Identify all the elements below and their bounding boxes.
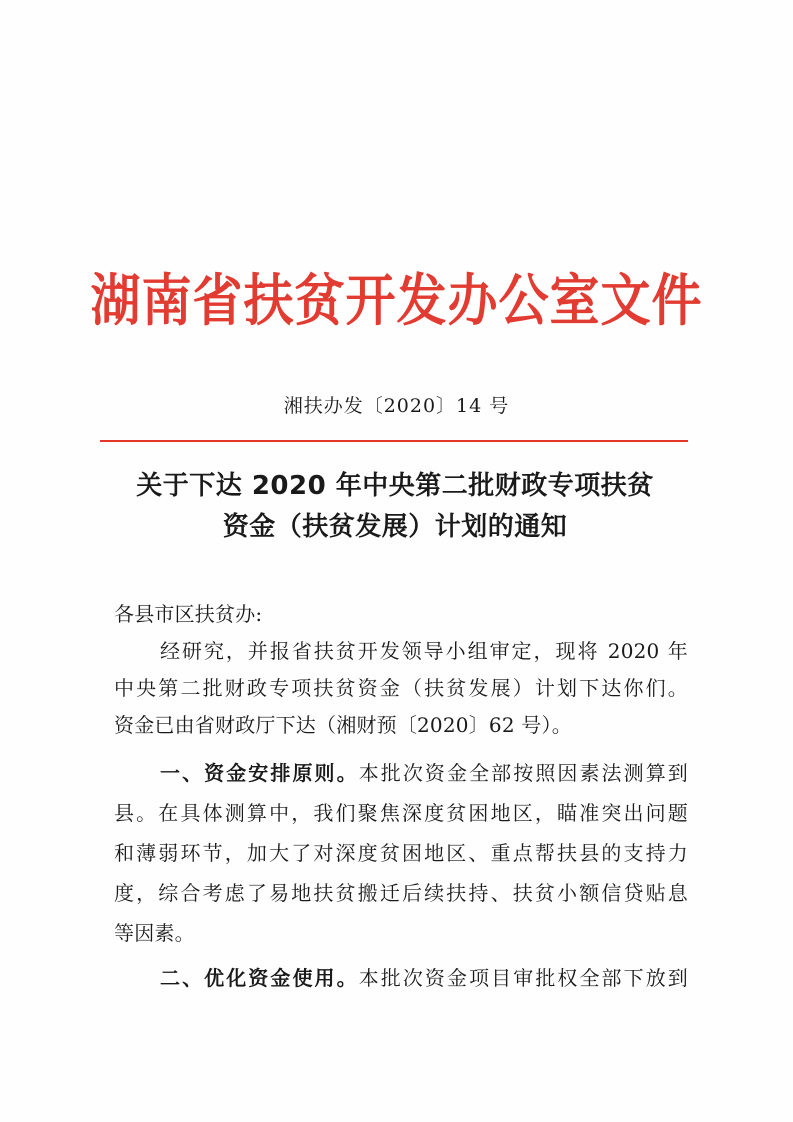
paragraph-2-line-5: 等因素。 (114, 921, 195, 945)
paragraph-1-line-2: 中央第二批财政专项扶贫资金（扶贫发展）计划下达你们。 (114, 676, 688, 700)
paragraph-2-line-3: 和薄弱环节，加大了对深度贫困地区、重点帮扶县的支持力 (114, 841, 688, 865)
document-masthead: 湖南省扶贫开发办公室文件 (90, 268, 703, 334)
paragraph-2-line-2: 县。在具体测算中，我们聚焦深度贫困地区，瞄准突出问题 (114, 801, 688, 825)
red-separator-line (100, 440, 688, 442)
paragraph-2-line-1 (114, 755, 688, 792)
salutation: 各县市区扶贫办: (114, 602, 263, 626)
document-number: 湘扶办发〔2020〕14 号 (283, 395, 510, 417)
section-heading-2: 二、优化资金使用。 (160, 966, 359, 990)
paragraph-2-line-1-text: 本批次资金全部按照因素法测算到 (358, 761, 688, 785)
document-title-line-1: 关于下达 2020 年中央第二批财政专项扶贫 (136, 471, 654, 501)
paragraph-2-line-4: 度，综合考虑了易地扶贫搬迁后续扶持、扶贫小额信贷贴息 (114, 881, 688, 905)
paragraph-3-line-1-text: 本批次资金项目审批权全部下放到 (358, 966, 688, 990)
section-heading-1: 一、资金安排原则。 (160, 761, 359, 785)
paragraph-3-line-1 (114, 960, 688, 997)
document-title-line-2: 资金（扶贫发展）计划的通知 (222, 512, 568, 542)
paragraph-1-line-3: 资金已由省财政厅下达（湘财预〔2020〕62 号）。 (114, 713, 572, 737)
paragraph-1-line-1: 经研究，并报省扶贫开发领导小组审定，现将 2020 年 (160, 639, 688, 663)
